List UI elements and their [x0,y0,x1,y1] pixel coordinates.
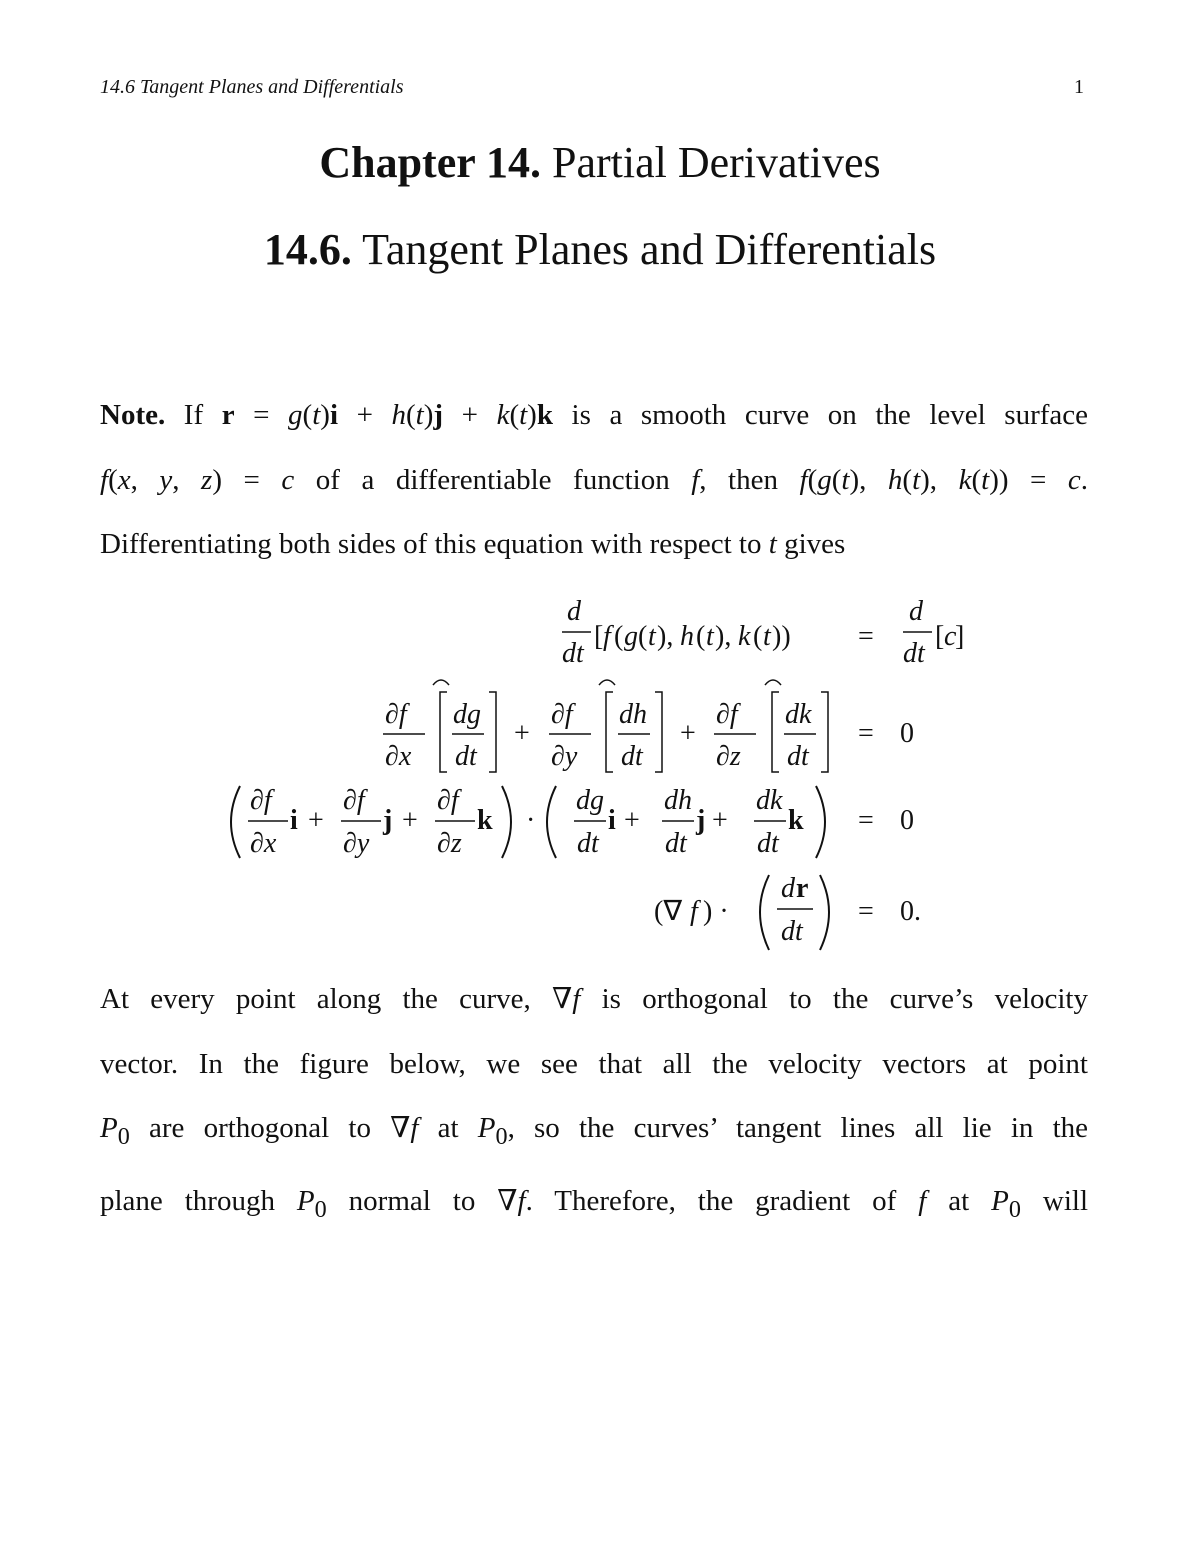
svg-text:d: d [781,873,795,904]
svg-text:dk: dk [785,699,812,730]
chapter-label: Chapter 14. [319,138,541,187]
eq2-right: 0 [900,718,914,749]
svg-text:k: k [738,621,751,652]
svg-text:i: i [608,805,616,836]
svg-text:dh: dh [664,785,692,816]
svg-text:(: ( [614,621,624,652]
svg-text:∂f: ∂f [250,785,272,816]
para2-line-1: At every point along the curve, ∇f is orthogonal to the curve’s velocity [100,983,1088,1015]
svg-text:t: t [706,621,714,652]
svg-text:f: f [603,621,611,652]
running-head: 14.6 Tangent Planes and Differentials [100,76,404,98]
para2-line-2: vector. In the figure below, we see that all the velocity vectors at point [100,1047,1088,1080]
svg-text:∂f: ∂f [551,699,573,730]
svg-text:(∇: (∇ [654,896,683,927]
svg-text:+: + [402,805,418,836]
equation-svg [0,590,1200,960]
note-paragraph [100,383,1088,577]
eq3-equals: = [858,805,874,836]
svg-text:dt: dt [621,741,643,772]
svg-text:j: j [383,805,393,836]
svg-text:c: c [944,621,957,652]
svg-text:[: [ [594,621,604,652]
eq4-left [654,873,829,950]
svg-text:h: h [680,621,694,652]
svg-text:) ·: ) · [703,896,729,927]
eq4-equals: = [858,896,874,927]
svg-text:),: ), [715,621,732,652]
svg-text:∂y: ∂y [551,741,578,772]
svg-text:dt: dt [455,741,477,772]
svg-text:dh: dh [619,699,647,730]
svg-text:d: d [567,596,581,627]
svg-text:dg: dg [453,699,481,730]
note-line-2: f(x, y, z) = c of a differentiable function f, then f(g(t), h(t), k(t)) = c. [100,463,1089,496]
svg-text:t: t [648,621,656,652]
svg-text:∂f: ∂f [437,785,459,816]
svg-text:+: + [514,718,530,749]
svg-text:dt: dt [781,916,803,947]
svg-text:)): )) [772,621,791,652]
eq1-left [562,596,791,669]
svg-text:dt: dt [757,828,779,859]
svg-text:dt: dt [577,828,599,859]
body-paragraph [100,967,1088,1243]
note-line-3: Differentiating both sides of this equation with respect to t gives [100,528,846,560]
svg-text:dk: dk [756,785,783,816]
svg-text:+: + [680,718,696,749]
note-label: Note. [100,399,166,431]
svg-text:∂x: ∂x [385,741,412,772]
svg-text:k: k [788,805,804,836]
svg-text:]: ] [955,621,965,652]
page-number: 1 [1074,76,1084,98]
svg-text:),: ), [657,621,674,652]
svg-text:∂x: ∂x [250,828,277,859]
svg-text:+: + [624,805,640,836]
svg-text:dt: dt [903,638,925,669]
svg-text:∂f: ∂f [385,699,407,730]
svg-text:+: + [712,805,728,836]
eq1-right [903,596,964,669]
note-line-1: Note. If r = g(t)i + h(t)j + k(t)k is a smooth curve on the level surface [100,399,1088,431]
svg-text:r: r [796,873,809,904]
svg-text:(: ( [696,621,706,652]
svg-text:i: i [290,805,298,836]
eq2-left [383,680,828,772]
section-name: Tangent Planes and Differentials [362,225,937,274]
svg-text:k: k [477,805,493,836]
eq3-left [231,785,825,859]
svg-text:dg: dg [576,785,604,816]
chapter-name: Partial Derivatives [551,138,881,187]
svg-text:+: + [308,805,324,836]
svg-text:t: t [763,621,771,652]
svg-text:d: d [909,596,923,627]
svg-text:(: ( [753,621,763,652]
para2-line-4: plane through $P_0$ normal to ∇f. Therefore, the gradient of f at $P_0$ will [100,1185,1089,1224]
svg-text:g: g [624,621,638,652]
svg-text:∂f: ∂f [343,785,365,816]
svg-text:∂z: ∂z [716,741,741,772]
chapter-title [0,137,1200,188]
svg-text:f: f [690,896,698,927]
para2-line-3: $P_0$ are orthogonal to ∇f at $P_0$, so the curves’ tangent lines all lie in the [100,1112,1088,1150]
eq3-right: 0 [900,805,914,836]
svg-text:dt: dt [787,741,809,772]
eq4-right: 0. [900,896,921,927]
equation-block [0,590,1200,960]
svg-text:∂y: ∂y [343,828,370,859]
svg-text:dt: dt [562,638,584,669]
eq2-equals: = [858,718,874,749]
section-title [0,224,1200,275]
svg-text:∂f: ∂f [716,699,738,730]
svg-text:dt: dt [665,828,687,859]
svg-text:(: ( [638,621,648,652]
svg-text:[: [ [935,621,945,652]
svg-text:j: j [696,805,706,836]
section-label: 14.6. [263,225,352,274]
eq1-equals: = [858,621,874,652]
svg-text:∂z: ∂z [437,828,462,859]
svg-text:·: · [526,805,536,836]
